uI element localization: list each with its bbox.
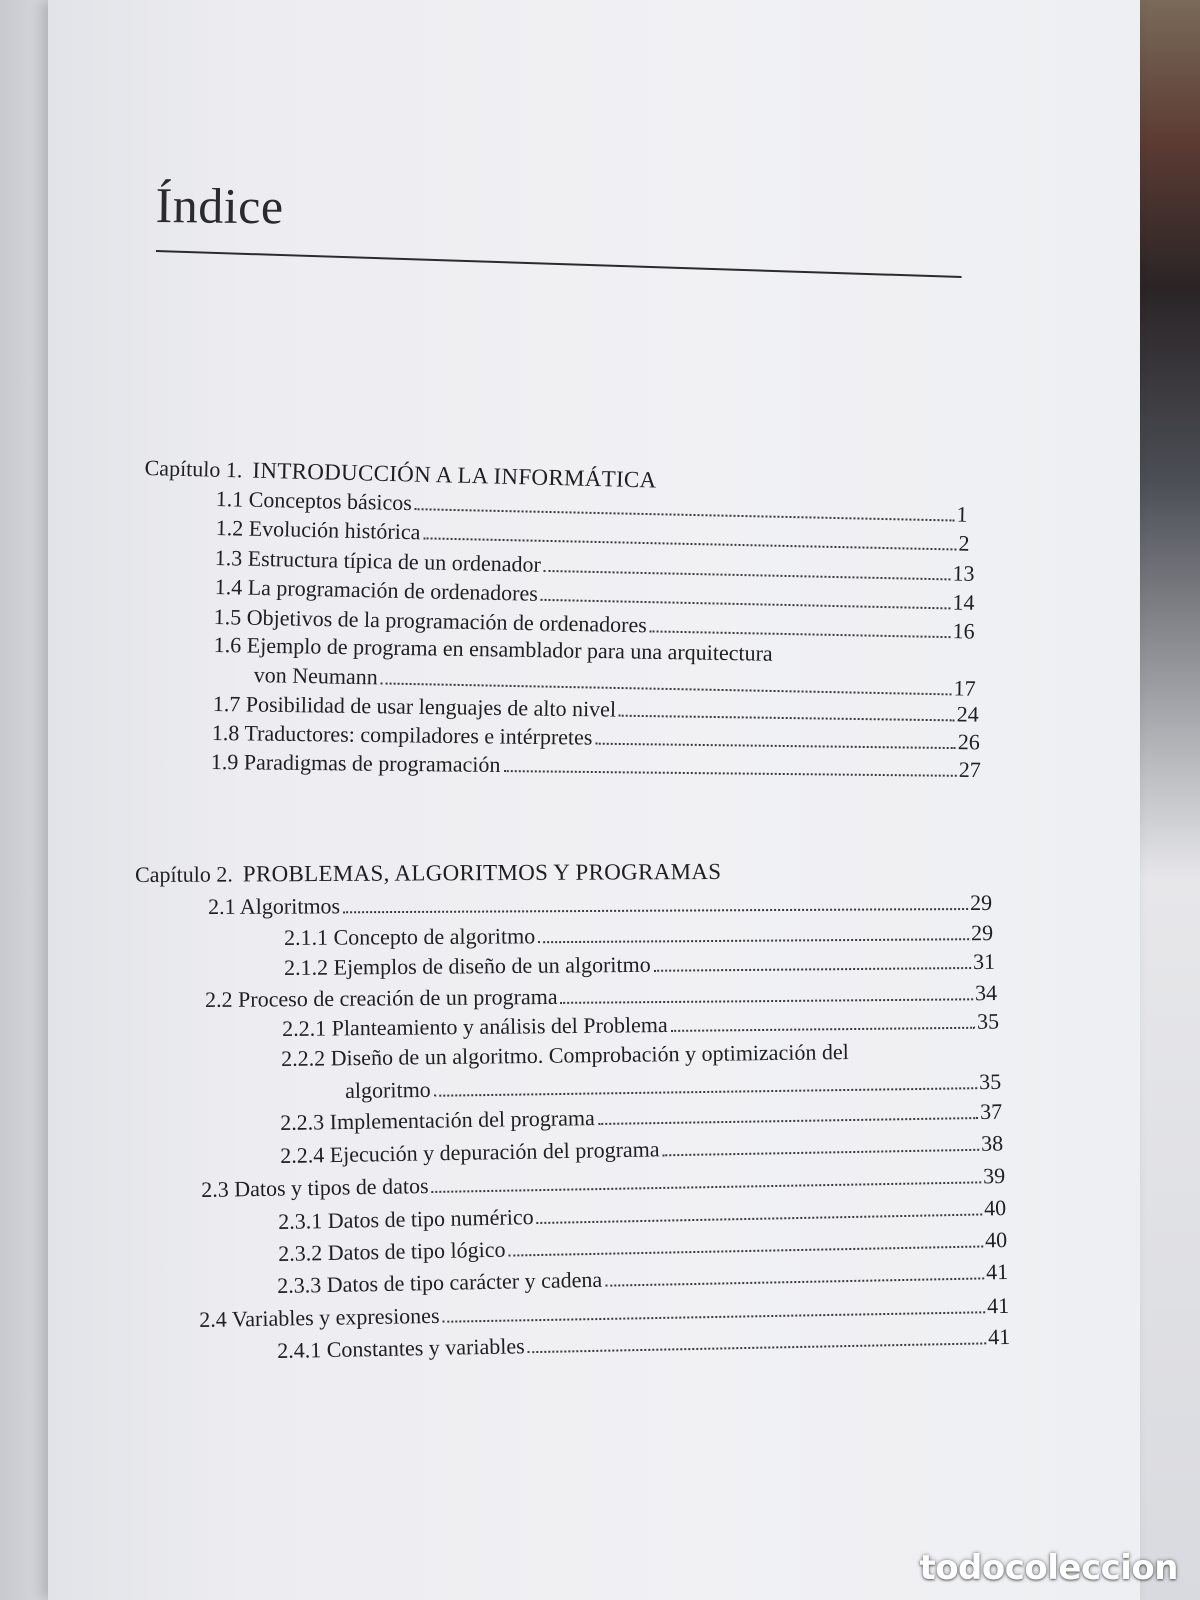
dot-leader — [619, 715, 955, 722]
dot-leader — [509, 1245, 984, 1256]
entry-text: 2.1.1 Concepto de algoritmo — [284, 923, 536, 950]
watermark-logo: todocoleccion — [919, 1548, 1178, 1588]
page-number: 16 — [952, 618, 975, 644]
page-number: 39 — [982, 1162, 1006, 1189]
page-number: 41 — [987, 1323, 1011, 1350]
dot-leader — [443, 1311, 986, 1322]
entry-text: 2.3 Datos y tipos de datos — [201, 1173, 429, 1202]
dot-leader — [381, 682, 952, 695]
dot-leader — [561, 998, 974, 1004]
entry-text: 1.3 Estructura típica de un ordenador — [214, 545, 542, 577]
toc-entry — [284, 949, 995, 981]
dot-leader — [528, 1342, 986, 1353]
dot-leader — [537, 1213, 983, 1224]
toc-entry — [284, 920, 993, 951]
page-title: Índice — [155, 176, 284, 235]
entry-continuation: algoritmo — [345, 1076, 431, 1103]
page-number: 1 — [956, 501, 968, 527]
entry-text: 2.2.2 Diseño de un algoritmo. Comprobación y optimización del — [281, 1039, 849, 1071]
page-number: 17 — [953, 675, 976, 701]
entry-text: 2.2.3 Implementación del programa — [280, 1105, 595, 1135]
dot-leader — [423, 537, 956, 550]
entry-text: 1.6 Ejemplo de programa en ensamblador para una arquitectura — [213, 632, 773, 666]
entry-text: 1.9 Paradigmas de programación — [210, 749, 501, 778]
dot-leader — [541, 599, 951, 610]
dot-leader — [432, 1181, 982, 1193]
chapter-label: Capítulo 2. — [135, 861, 233, 887]
chapter-heading — [135, 859, 721, 888]
dot-leader — [598, 1117, 978, 1125]
entry-text: 1.7 Posibilidad de usar lenguajes de alto nivel — [212, 691, 617, 722]
page-number: 37 — [979, 1098, 1003, 1125]
toc-entry — [280, 1130, 1003, 1169]
page-number: 24 — [956, 701, 979, 727]
page-number: 35 — [978, 1068, 1002, 1095]
chapter-title: PROBLEMAS, ALGORITMOS Y PROGRAMAS — [242, 858, 722, 887]
entry-text: 2.2.1 Planteamiento y análisis del Problema — [282, 1011, 668, 1041]
entry-text: 2.4 Variables y expresiones — [199, 1302, 440, 1332]
toc-entry — [282, 1008, 999, 1042]
toc-entry — [277, 1324, 1010, 1364]
dot-leader — [434, 1087, 977, 1097]
dot-leader — [663, 1149, 980, 1157]
dot-leader — [654, 967, 971, 972]
dot-leader — [595, 743, 955, 749]
toc-entry — [205, 980, 997, 1013]
entry-text: 2.2.4 Ejecución y depuración del programa — [280, 1136, 660, 1168]
entry-text: 2.1 Algoritmos — [208, 893, 341, 919]
page-number: 41 — [986, 1292, 1010, 1319]
entry-text: 1.2 Evolución histórica — [215, 515, 421, 545]
entry-text: 1.8 Traductores: compiladores e intérpretes — [211, 720, 593, 750]
toc-entry — [277, 1259, 1008, 1299]
page-number: 35 — [976, 1008, 1000, 1034]
entry-text: 1.4 La programación de ordenadores — [214, 574, 539, 606]
entry-text: 2.2 Proceso de creación de un programa — [205, 983, 558, 1012]
page-number: 29 — [970, 920, 994, 946]
dot-leader — [343, 908, 968, 913]
dot-leader — [605, 1277, 984, 1286]
dot-leader — [650, 630, 951, 638]
page-number: 26 — [957, 729, 980, 755]
chapter-label: Capítulo 1. — [144, 455, 243, 483]
chapter-title: INTRODUCCIÓN A LA INFORMÁTICA — [252, 457, 657, 493]
dot-leader — [538, 938, 969, 943]
page-number: 34 — [974, 980, 998, 1006]
toc-entry — [208, 890, 992, 920]
dot-leader — [671, 1027, 975, 1032]
page-number: 40 — [983, 1195, 1007, 1221]
page-number: 2 — [958, 530, 970, 556]
entry-text: 2.3.1 Datos de tipo numérico — [278, 1204, 534, 1234]
page-number: 40 — [984, 1227, 1008, 1253]
page-number: 27 — [958, 756, 981, 783]
entry-text: 2.3.2 Datos de tipo lógico — [278, 1236, 506, 1266]
toc-entry — [345, 1069, 1001, 1104]
dot-leader — [544, 570, 951, 581]
page-number: 31 — [972, 948, 996, 974]
entry-text: 1.1 Conceptos básicos — [215, 486, 413, 516]
toc-entry — [280, 1099, 1002, 1136]
dot-leader — [415, 508, 955, 521]
entry-text: 1.5 Objetivos de la programación de ordenadores — [213, 604, 648, 638]
entry-continuation: von Neumann — [253, 662, 379, 690]
page-number: 13 — [952, 560, 975, 586]
entry-text: 2.3.3 Datos de tipo carácter y cadena — [277, 1266, 603, 1298]
entry-text: 2.4.1 Constantes y variables — [277, 1333, 525, 1363]
page-number: 14 — [952, 589, 975, 615]
page-number: 29 — [969, 889, 993, 916]
dot-leader — [503, 770, 956, 777]
entry-text: 2.1.2 Ejemplos de diseño de un algoritmo — [284, 951, 651, 980]
page-number: 38 — [980, 1130, 1004, 1156]
page-number: 41 — [985, 1258, 1009, 1285]
toc-entry — [211, 749, 981, 783]
